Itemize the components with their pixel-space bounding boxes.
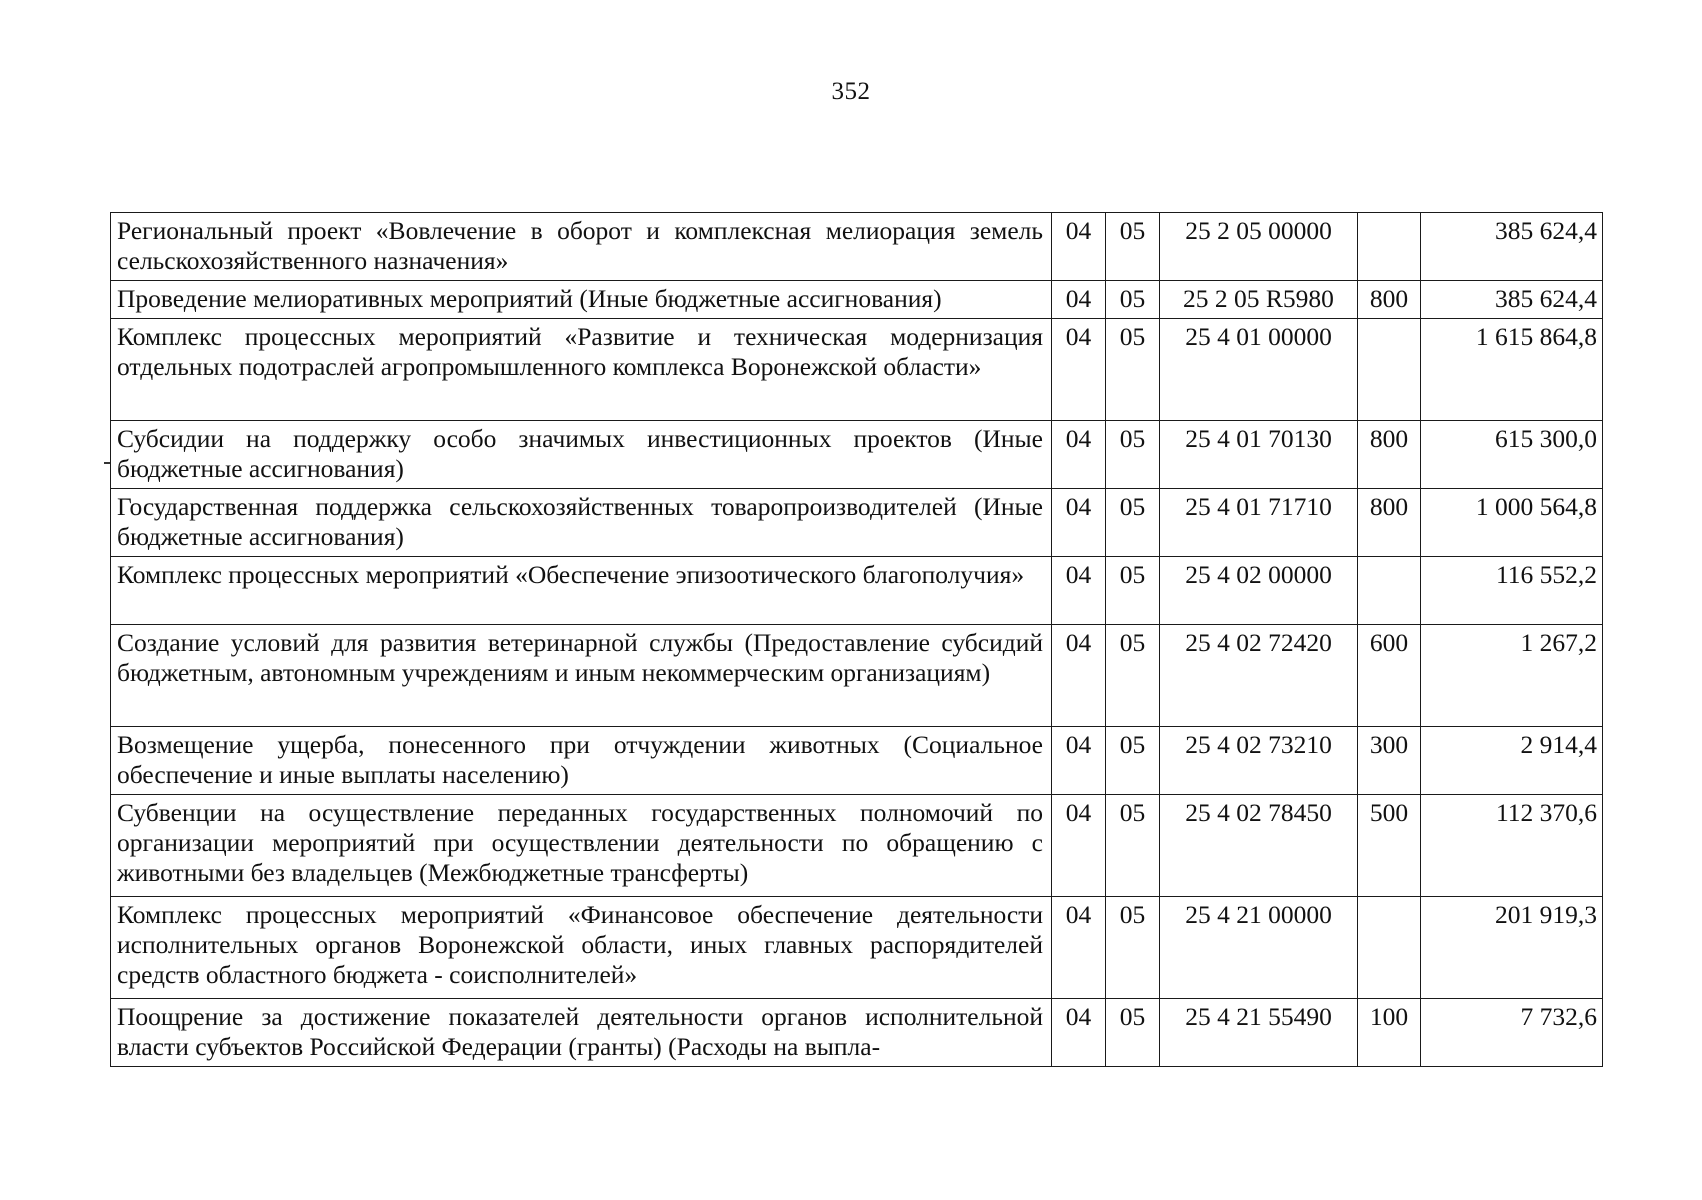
row-expense-type-code: 800 [1358, 489, 1421, 557]
row-name: Создание условий для развития ветеринарной службы (Предоставление субсидий бюджетным, автономным учреждениям и иным некоммерческим организациям) [111, 625, 1052, 727]
table-row [111, 795, 1603, 897]
row-name: Региональный проект «Вовлечение в оборот и комплексная мелиорация земель сельскохозяйственного назначения» [111, 213, 1052, 281]
row-target-article-code: 25 2 05 R5980 [1160, 281, 1358, 319]
row-amount: 1 267,2 [1421, 625, 1603, 727]
table-row [111, 999, 1603, 1067]
row-amount: 7 732,6 [1421, 999, 1603, 1067]
row-target-article-code: 25 4 02 78450 [1160, 795, 1358, 897]
row-amount: 1 000 564,8 [1421, 489, 1603, 557]
row-expense-type-code [1358, 319, 1421, 421]
row-subsection-code: 05 [1106, 213, 1160, 281]
row-section-code: 04 [1052, 557, 1106, 625]
row-expense-type-code [1358, 557, 1421, 625]
row-amount: 385 624,4 [1421, 213, 1603, 281]
row-amount: 116 552,2 [1421, 557, 1603, 625]
row-amount: 1 615 864,8 [1421, 319, 1603, 421]
table-row [111, 489, 1603, 557]
row-subsection-code: 05 [1106, 897, 1160, 999]
row-expense-type-code: 600 [1358, 625, 1421, 727]
row-amount: 385 624,4 [1421, 281, 1603, 319]
row-name: Государственная поддержка сельскохозяйственных товаропроизводителей (Иные бюджетные ассигнования) [111, 489, 1052, 557]
row-subsection-code: 05 [1106, 319, 1160, 421]
row-section-code: 04 [1052, 795, 1106, 897]
budget-table [110, 212, 1603, 1067]
table-row [111, 727, 1603, 795]
table-row [111, 281, 1603, 319]
row-section-code: 04 [1052, 213, 1106, 281]
row-target-article-code: 25 2 05 00000 [1160, 213, 1358, 281]
row-expense-type-code [1358, 213, 1421, 281]
row-section-code: 04 [1052, 281, 1106, 319]
row-expense-type-code: 500 [1358, 795, 1421, 897]
table-row [111, 897, 1603, 999]
row-target-article-code: 25 4 01 71710 [1160, 489, 1358, 557]
row-amount: 112 370,6 [1421, 795, 1603, 897]
row-target-article-code: 25 4 21 00000 [1160, 897, 1358, 999]
row-name: Проведение мелиоративных мероприятий (Иные бюджетные ассигнования) [111, 281, 1052, 319]
row-section-code: 04 [1052, 727, 1106, 795]
row-target-article-code: 25 4 02 72420 [1160, 625, 1358, 727]
row-amount: 2 914,4 [1421, 727, 1603, 795]
row-name: Поощрение за достижение показателей деятельности органов исполнительной власти субъектов Российской Федерации (гранты) (Расходы на выпла- [111, 999, 1052, 1067]
row-subsection-code: 05 [1106, 625, 1160, 727]
table-row [111, 625, 1603, 727]
row-section-code: 04 [1052, 999, 1106, 1067]
row-expense-type-code: 800 [1358, 281, 1421, 319]
row-subsection-code: 05 [1106, 727, 1160, 795]
row-subsection-code: 05 [1106, 999, 1160, 1067]
row-subsection-code: 05 [1106, 489, 1160, 557]
row-target-article-code: 25 4 02 73210 [1160, 727, 1358, 795]
row-amount: 615 300,0 [1421, 421, 1603, 489]
table-row [111, 213, 1603, 281]
row-name: Субсидии на поддержку особо значимых инвестиционных проектов (Иные бюджетные ассигнования) [111, 421, 1052, 489]
row-expense-type-code: 300 [1358, 727, 1421, 795]
row-target-article-code: 25 4 01 00000 [1160, 319, 1358, 421]
row-amount: 201 919,3 [1421, 897, 1603, 999]
row-expense-type-code: 100 [1358, 999, 1421, 1067]
row-section-code: 04 [1052, 625, 1106, 727]
row-target-article-code: 25 4 21 55490 [1160, 999, 1358, 1067]
row-section-code: 04 [1052, 897, 1106, 999]
table-row [111, 319, 1603, 421]
row-target-article-code: 25 4 01 70130 [1160, 421, 1358, 489]
table-row [111, 421, 1603, 489]
row-name: Возмещение ущерба, понесенного при отчуждении животных (Социальное обеспечение и иные выплаты населению) [111, 727, 1052, 795]
row-section-code: 04 [1052, 421, 1106, 489]
row-name: Комплекс процессных мероприятий «Развитие и техническая модернизация отдельных подотраслей агропромышленного комплекса Воронежской области» [111, 319, 1052, 421]
row-name: Субвенции на осуществление переданных государственных полномочий по организации мероприятий при осуществлении деятельности по обращению с животными без владельцев (Межбюджетные трансферты) [111, 795, 1052, 897]
row-subsection-code: 05 [1106, 795, 1160, 897]
row-subsection-code: 05 [1106, 281, 1160, 319]
row-section-code: 04 [1052, 319, 1106, 421]
row-expense-type-code [1358, 897, 1421, 999]
row-target-article-code: 25 4 02 00000 [1160, 557, 1358, 625]
row-name: Комплекс процессных мероприятий «Финансовое обеспечение деятельности исполнительных органов Воронежской области, иных главных распорядителей средств областного бюджета - соисполнителей» [111, 897, 1052, 999]
page-number: 352 [831, 78, 871, 105]
row-expense-type-code: 800 [1358, 421, 1421, 489]
row-section-code: 04 [1052, 489, 1106, 557]
row-subsection-code: 05 [1106, 421, 1160, 489]
row-name: Комплекс процессных мероприятий «Обеспечение эпизоотического благополучия» [111, 557, 1052, 625]
row-subsection-code: 05 [1106, 557, 1160, 625]
table-row [111, 557, 1603, 625]
